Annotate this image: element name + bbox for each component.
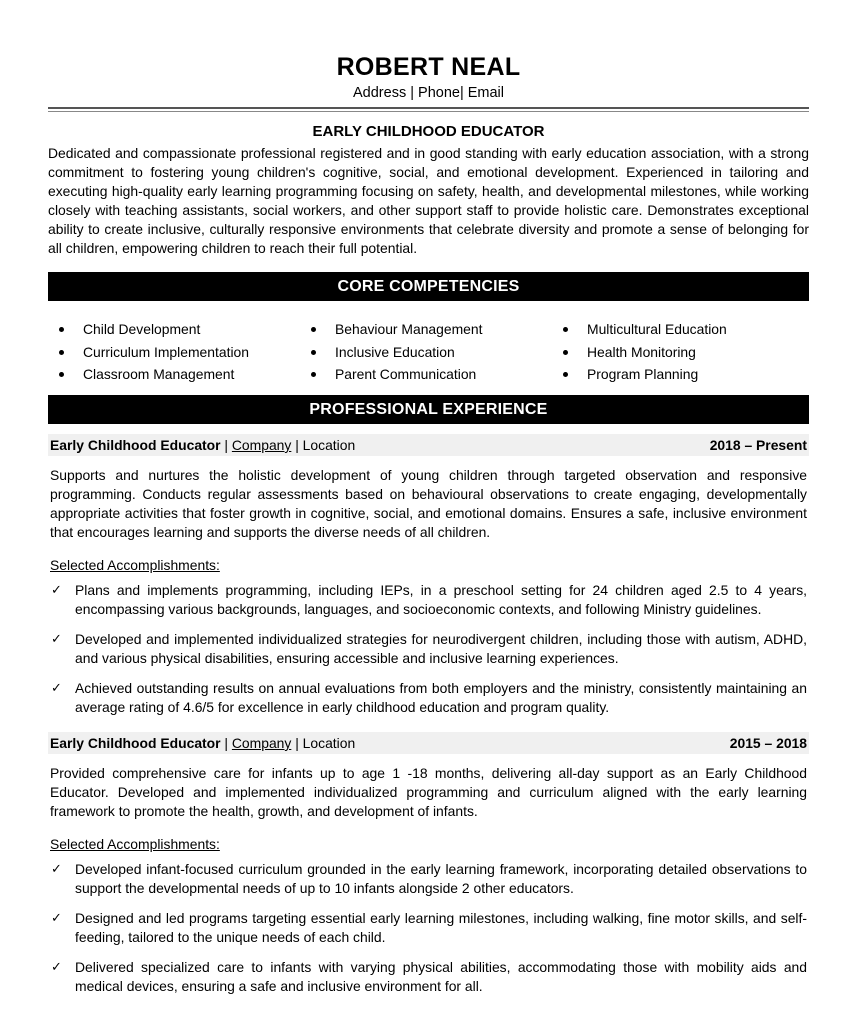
accomplishment-text: Plans and implements programming, including IEPs, in a preschool setting for 24 children aged 2.5 to 4 years, encompassing various backgrounds, languages, and socioeconomic contexts, and following Ministry guidelines. bbox=[75, 582, 807, 617]
job-title-line bbox=[50, 437, 355, 453]
professional-experience-heading: PROFESSIONAL EXPERIENCE bbox=[48, 395, 809, 424]
competencies-grid bbox=[48, 320, 809, 384]
professional-headline: EARLY CHILDHOOD EDUCATOR bbox=[312, 123, 545, 140]
accomplishment-item bbox=[48, 909, 809, 947]
job-title-line bbox=[50, 735, 355, 751]
check-mark-icon: ✓ bbox=[51, 583, 62, 598]
competency-item: Parent Communication bbox=[300, 365, 552, 384]
job-header bbox=[48, 732, 809, 754]
accomplishments-list bbox=[48, 860, 809, 996]
accomplishment-text: Achieved outstanding results on annual evaluations from both employers and the ministry, consistently maintaining an average rating of 4.6/5 for excellence in early childhood education and program quality. bbox=[75, 680, 807, 715]
job-title: Early Childhood Educator bbox=[50, 437, 221, 453]
competency-item: Classroom Management bbox=[48, 365, 300, 384]
contact-line: Address | Phone| Email bbox=[353, 85, 504, 101]
accomplishment-text: Designed and led programs targeting essential early learning milestones, including walking, fine motor skills, and self-feeding, tailored to the unique needs of each child. bbox=[75, 910, 807, 945]
company-link[interactable]: Company bbox=[231, 735, 292, 751]
check-mark-icon: ✓ bbox=[51, 911, 62, 926]
competency-item: Multicultural Education bbox=[552, 320, 809, 339]
separator: | bbox=[224, 437, 232, 453]
check-mark-icon: ✓ bbox=[51, 632, 62, 647]
accomplishment-item bbox=[48, 958, 809, 996]
summary-paragraph: Dedicated and compassionate professional registered and in good standing with early education association, with a strong commitment to fostering young children's cognitive, social, and emotional development. Experienced in tailoring and executing high-quality early learning programming focusing on safety, health, and developmental milestones, while working closely with teaching assistants, social workers, and other support staff to provide holistic care. Demonstrates exceptional ability to create inclusive, culturally responsive environments that celebrate diversity and promote a sense of belonging for all children, empowering children to reach their full potential. bbox=[48, 145, 809, 256]
job-title: Early Childhood Educator bbox=[50, 735, 221, 751]
accomplishment-item bbox=[48, 679, 809, 717]
separator: | bbox=[224, 735, 232, 751]
check-mark-icon: ✓ bbox=[51, 862, 62, 877]
accomplishment-item bbox=[48, 630, 809, 668]
competency-item: Program Planning bbox=[552, 365, 809, 384]
accomplishment-text: Developed and implemented individualized strategies for neurodivergent children, including those with autism, ADHD, and various physical disabilities, ensuring accessible and inclusive learning experiences. bbox=[75, 631, 807, 666]
job-dates: 2018 – Present bbox=[709, 437, 807, 453]
competency-item: Curriculum Implementation bbox=[48, 343, 300, 362]
company-link[interactable]: Company bbox=[231, 437, 292, 453]
check-mark-icon: ✓ bbox=[51, 681, 62, 696]
job-location: Location bbox=[302, 437, 356, 453]
header-rule bbox=[48, 107, 809, 109]
accomplishment-text: Developed infant-focused curriculum grounded in the early learning framework, incorporating detailed observations to support the developmental needs of up to 10 infants alongside 2 other educators. bbox=[75, 861, 807, 896]
competency-item: Behaviour Management bbox=[300, 320, 552, 339]
separator: | bbox=[295, 735, 303, 751]
job-description: Supports and nurtures the holistic development of young children through targeted observation and responsive programming. Conducts regular assessments based on behavioural observations to create engaging, developmentally appropriate activities that foster growth in cognitive, social, and emotional domains. Ensures a safe, inclusive environment that encourages learning and supports the diverse needs of all children. bbox=[50, 467, 807, 540]
competency-item: Health Monitoring bbox=[552, 343, 809, 362]
accomplishments-heading: Selected Accomplishments: bbox=[50, 836, 220, 852]
job-dates: 2015 – 2018 bbox=[729, 735, 807, 751]
job-description: Provided comprehensive care for infants up to age 1 -18 months, delivering all-day support as an Early Childhood Educator. Developed and implemented individualized programming and curriculum aligned with the early learning framework to promote the health, growth, and development of infants. bbox=[50, 765, 807, 819]
job-location: Location bbox=[302, 735, 356, 751]
accomplishments-heading: Selected Accomplishments: bbox=[50, 557, 220, 573]
job-header bbox=[48, 434, 809, 456]
accomplishment-item bbox=[48, 860, 809, 898]
header-rule-thin bbox=[48, 111, 809, 112]
candidate-name: ROBERT NEAL bbox=[336, 53, 521, 81]
accomplishment-item bbox=[48, 581, 809, 619]
accomplishment-text: Delivered specialized care to infants with varying physical abilities, accommodating those with mobility aids and medical devices, ensuring a safe and inclusive environment for all. bbox=[75, 959, 807, 994]
check-mark-icon: ✓ bbox=[51, 960, 62, 975]
resume-page bbox=[48, 52, 809, 1007]
accomplishments-list bbox=[48, 581, 809, 717]
separator: | bbox=[295, 437, 303, 453]
core-competencies-heading: CORE COMPETENCIES bbox=[48, 272, 809, 301]
competency-item: Inclusive Education bbox=[300, 343, 552, 362]
competency-item: Child Development bbox=[48, 320, 300, 339]
